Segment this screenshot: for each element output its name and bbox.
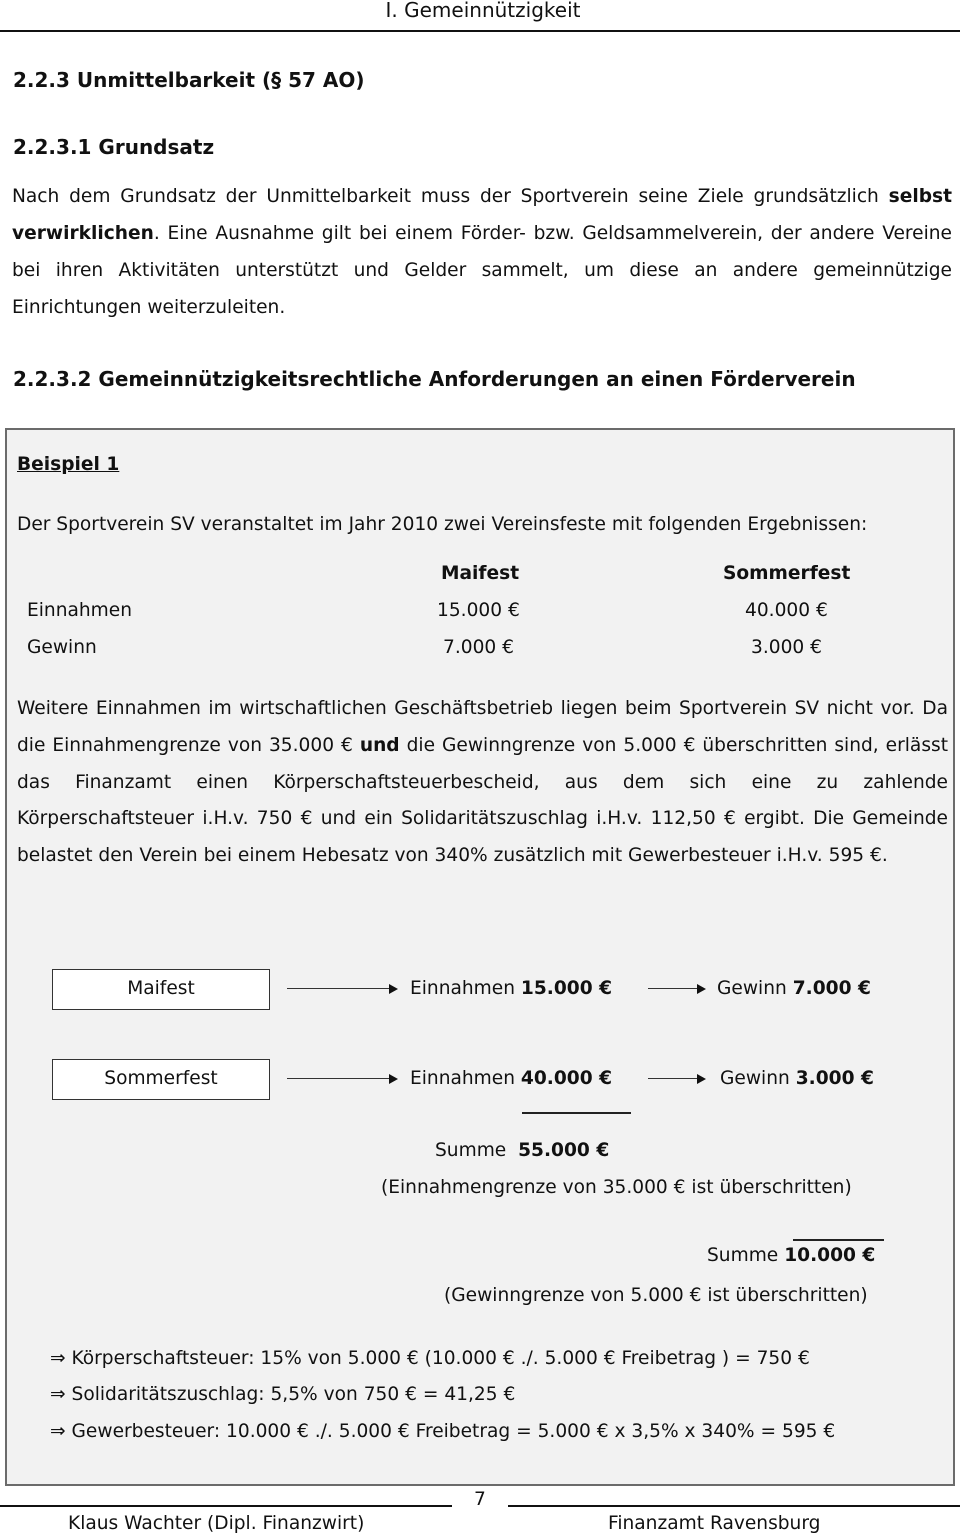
einnahmen-sommerfest bbox=[410, 1068, 612, 1089]
fest-box-sommerfest: Sommerfest bbox=[52, 1059, 270, 1100]
implies-arrow-icon: ⇒ bbox=[50, 1348, 66, 1369]
sum-einnahmen bbox=[435, 1140, 609, 1161]
gewinn-label: Gewinn bbox=[717, 978, 787, 999]
calculation-text: Körperschaftsteuer: 15% von 5.000 € (10.000 € ./. 5.000 € Freibetrag ) = 750 € bbox=[71, 1348, 810, 1369]
list-item bbox=[50, 1384, 515, 1405]
gewinn-label: Gewinn bbox=[720, 1068, 790, 1089]
cell-maifest: 15.000 € bbox=[437, 600, 520, 621]
example-intro: Der Sportverein SV veranstaltet im Jahr 2010 zwei Vereinsfeste mit folgenden Ergebnissen: bbox=[17, 514, 868, 535]
grundsatz-paragraph bbox=[12, 178, 952, 326]
subsection-heading-grundsatz: 2.2.3.1 Grundsatz bbox=[13, 135, 215, 159]
paragraph-emphasis: selbst verwirklichen bbox=[12, 186, 952, 244]
footer-rule-left bbox=[0, 1505, 452, 1507]
paragraph-text: Nach dem Grundsatz der Unmittelbarkeit muss der Sportverein seine Ziele grundsätzlich bbox=[12, 186, 889, 207]
example-paragraph bbox=[17, 691, 948, 875]
sum-rule-einnahmen bbox=[522, 1112, 631, 1114]
column-header-sommerfest: Sommerfest bbox=[723, 563, 851, 584]
list-item bbox=[50, 1348, 810, 1369]
arrow-right-icon bbox=[287, 1073, 398, 1085]
footer-organization: Finanzamt Ravensburg bbox=[608, 1513, 821, 1534]
section-heading: 2.2.3 Unmittelbarkeit (§ 57 AO) bbox=[13, 68, 365, 92]
list-item bbox=[50, 1421, 835, 1442]
einnahmen-label: Einnahmen bbox=[410, 978, 515, 999]
einnahmen-maifest bbox=[410, 978, 612, 999]
running-header bbox=[0, 0, 960, 22]
einnahmen-value: 15.000 € bbox=[520, 978, 613, 999]
sum-gewinn bbox=[707, 1245, 875, 1266]
implies-arrow-icon: ⇒ bbox=[50, 1384, 66, 1405]
paragraph-text: Weitere Einnahmen im wirtschaftlichen Geschäftsbetrieb liegen beim Sportverein SV nicht vor. Da die Einnahmengrenze von 35.000 € bbox=[17, 698, 948, 756]
arrow-right-icon bbox=[648, 1073, 706, 1085]
sum-gewinn-note: (Gewinngrenze von 5.000 € ist überschritten) bbox=[444, 1285, 868, 1306]
gewinn-maifest bbox=[717, 978, 871, 999]
column-header-maifest: Maifest bbox=[441, 563, 520, 584]
sum-rule-gewinn bbox=[793, 1239, 884, 1241]
footer-rule-right bbox=[508, 1505, 960, 1507]
cell-sommerfest: 40.000 € bbox=[745, 600, 828, 621]
gewinn-value: 7.000 € bbox=[792, 978, 871, 999]
gewinn-sommerfest bbox=[720, 1068, 874, 1089]
header-rule bbox=[0, 30, 960, 32]
einnahmen-label: Einnahmen bbox=[410, 1068, 515, 1089]
gewinn-value: 3.000 € bbox=[795, 1068, 874, 1089]
page-number: 7 bbox=[474, 1489, 486, 1510]
paragraph-text: . Eine Ausnahme gilt bei einem Förder- bzw. Geldsammelverein, der andere Vereine bei ihren Aktivitäten unterstützt und Gelder sammelt, um diese an andere gemeinnützige Einrichtungen weiterzuleiten. bbox=[12, 223, 952, 318]
sum-label: Summe bbox=[707, 1245, 779, 1266]
calculation-text: Gewerbesteuer: 10.000 € ./. 5.000 € Freibetrag = 5.000 € x 3,5% x 340% = 595 € bbox=[71, 1421, 836, 1442]
example-box bbox=[5, 428, 955, 1486]
paragraph-emphasis: und bbox=[359, 734, 400, 756]
paragraph-text: die Gewinngrenze von 5.000 € überschritten sind, erlässt das Finanzamt einen Körperschaftsteuerbescheid, aus dem sich eine zu zahlende Körperschaftsteuer i.H.v. 750 € und ein Solidaritätszuschlag i.H.v. 112,50 € ergibt. Die Gemeinde belastet den Verein bei einem Hebesatz von 340% zusätzlich mit Gewerbesteuer i.H.v. 595 €. bbox=[17, 734, 948, 867]
footer-author: Klaus Wachter (Dipl. Finanzwirt) bbox=[68, 1513, 365, 1534]
sum-label: Summe bbox=[435, 1140, 507, 1161]
arrow-right-icon bbox=[648, 983, 706, 995]
subsection-heading-foerderverein: 2.2.3.2 Gemeinnützigkeitsrechtliche Anforderungen an einen Förderverein bbox=[13, 367, 856, 391]
implies-arrow-icon: ⇒ bbox=[50, 1421, 66, 1442]
sum-value: 10.000 € bbox=[784, 1245, 876, 1266]
fest-box-maifest: Maifest bbox=[52, 969, 270, 1010]
calculation-text: Solidaritätszuschlag: 5,5% von 750 € = 41,25 € bbox=[71, 1384, 516, 1405]
cell-maifest: 7.000 € bbox=[443, 637, 514, 658]
sum-value: 55.000 € bbox=[518, 1140, 610, 1161]
example-title: Beispiel 1 bbox=[17, 454, 120, 475]
einnahmen-value: 40.000 € bbox=[520, 1068, 613, 1089]
cell-sommerfest: 3.000 € bbox=[751, 637, 822, 658]
header-title: I. Gemeinnützigkeit bbox=[385, 0, 581, 22]
sum-einnahmen-note: (Einnahmengrenze von 35.000 € ist überschritten) bbox=[381, 1177, 852, 1198]
row-label: Gewinn bbox=[27, 637, 97, 658]
arrow-right-icon bbox=[287, 983, 398, 995]
row-label: Einnahmen bbox=[27, 600, 132, 621]
